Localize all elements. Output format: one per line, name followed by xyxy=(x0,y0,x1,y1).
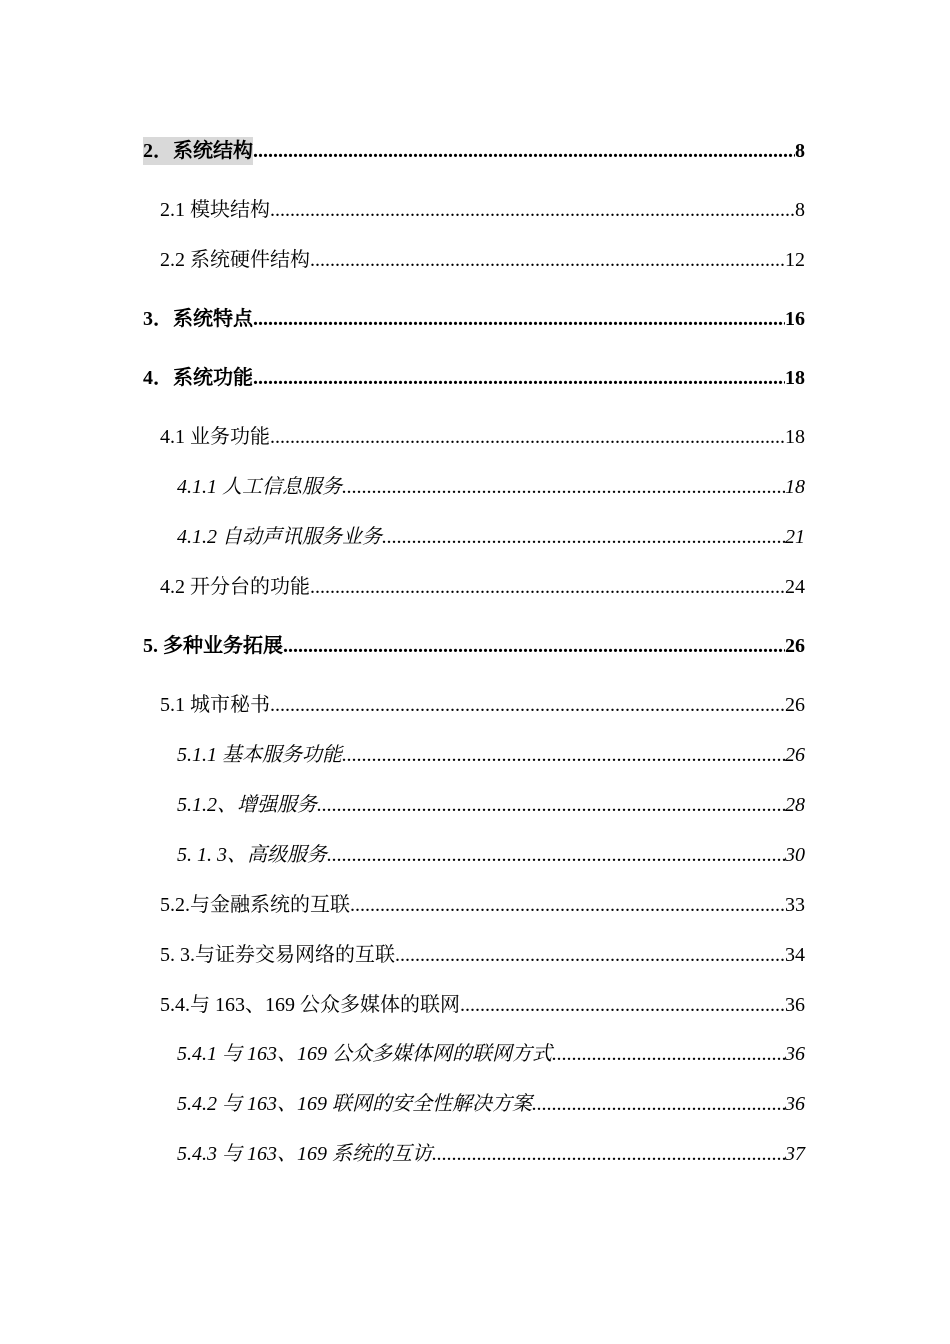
toc-entry-page-number: 24 xyxy=(785,576,805,598)
toc-entry-page-number: 36 xyxy=(785,994,805,1016)
toc-entry-page-number: 26 xyxy=(785,694,805,716)
toc-entry-label: 5. 3.与证券交易网络的互联 xyxy=(160,944,395,966)
toc-entry-4-2[interactable] xyxy=(160,573,805,601)
toc-entry-5-1-1[interactable] xyxy=(177,741,805,769)
toc-entry-5-1-3[interactable] xyxy=(177,841,805,869)
toc-entry-label: 2．系统结构 xyxy=(143,137,253,165)
toc-dot-leader xyxy=(532,1090,785,1118)
toc-entry-label: 5.1.2、增强服务 xyxy=(177,794,317,816)
toc-entry-4[interactable] xyxy=(143,364,805,392)
toc-dot-leader xyxy=(552,1040,785,1068)
toc-entry-page-number: 26 xyxy=(785,744,805,766)
toc-dot-leader xyxy=(270,196,795,224)
toc-entry-page-number: 26 xyxy=(785,635,805,657)
toc-entry-label: 2.1 模块结构 xyxy=(160,199,270,221)
toc-entry-label: 5.4.2 与 163、169 联网的安全性解决方案 xyxy=(177,1093,532,1115)
toc-entry-5-3[interactable] xyxy=(160,941,805,969)
toc-entry-page-number: 18 xyxy=(785,476,805,498)
toc-dot-leader xyxy=(310,573,785,601)
toc-dot-leader xyxy=(253,305,785,333)
toc-entry-page-number: 18 xyxy=(785,426,805,448)
toc-entry-5-1-2[interactable] xyxy=(177,791,805,819)
toc-dot-leader xyxy=(253,137,795,165)
toc-dot-leader xyxy=(432,1140,785,1168)
toc-entry-3[interactable] xyxy=(143,305,805,333)
toc-dot-leader xyxy=(253,364,785,392)
toc-dot-leader xyxy=(310,246,785,274)
toc-entry-label: 4.1.2 自动声讯服务业务 xyxy=(177,526,382,548)
toc-entry-page-number: 37 xyxy=(785,1143,805,1165)
toc-entry-page-number: 8 xyxy=(795,199,805,221)
toc-entry-2[interactable] xyxy=(143,137,805,165)
toc-entry-5-4-1[interactable] xyxy=(177,1040,805,1068)
toc-entry-label: 5.4.与 163、169 公众多媒体的联网 xyxy=(160,994,460,1016)
toc-dot-leader xyxy=(342,741,785,769)
toc-entry-page-number: 33 xyxy=(785,894,805,916)
toc-entry-label: 5. 多种业务拓展 xyxy=(143,635,283,657)
toc-entry-label: 4．系统功能 xyxy=(143,367,253,389)
toc-entry-4-1-1[interactable] xyxy=(177,473,805,501)
toc-entry-page-number: 18 xyxy=(785,367,805,389)
toc-dot-leader xyxy=(382,523,785,551)
toc-dot-leader xyxy=(460,991,785,1019)
toc-entry-page-number: 36 xyxy=(785,1093,805,1115)
toc-dot-leader xyxy=(350,891,785,919)
toc-dot-leader xyxy=(270,423,785,451)
toc-entry-label: 4.1 业务功能 xyxy=(160,426,270,448)
toc-entry-label: 5.4.1 与 163、169 公众多媒体网的联网方式 xyxy=(177,1043,552,1065)
toc-entry-label: 5.2.与金融系统的互联 xyxy=(160,894,350,916)
toc-entry-page-number: 36 xyxy=(785,1043,805,1065)
toc-entry-page-number: 8 xyxy=(795,140,805,162)
toc-entry-page-number: 34 xyxy=(785,944,805,966)
toc-entry-label: 5.1.1 基本服务功能 xyxy=(177,744,342,766)
toc-entry-label: 5.1 城市秘书 xyxy=(160,694,270,716)
toc-entry-5-4-2[interactable] xyxy=(177,1090,805,1118)
toc-entry-label: 2.2 系统硬件结构 xyxy=(160,249,310,271)
toc-entry-4-1-2[interactable] xyxy=(177,523,805,551)
toc-entry-label: 4.2 开分台的功能 xyxy=(160,576,310,598)
toc-entry-page-number: 12 xyxy=(785,249,805,271)
toc-entry-label: 5.4.3 与 163、169 系统的互访 xyxy=(177,1143,432,1165)
toc-entry-5[interactable] xyxy=(143,632,805,660)
toc-entry-page-number: 28 xyxy=(785,794,805,816)
toc-entry-5-4[interactable] xyxy=(160,991,805,1019)
toc-dot-leader xyxy=(327,841,785,869)
toc-dot-leader xyxy=(317,791,785,819)
toc-entry-5-2[interactable] xyxy=(160,891,805,919)
toc-dot-leader xyxy=(270,691,785,719)
toc-entry-5-1[interactable] xyxy=(160,691,805,719)
toc-entry-2-2[interactable] xyxy=(160,246,805,274)
toc-entry-label: 5. 1. 3、高级服务 xyxy=(177,844,327,866)
toc-entry-label: 4.1.1 人工信息服务 xyxy=(177,476,342,498)
toc-entry-page-number: 21 xyxy=(785,526,805,548)
toc-entry-2-1[interactable] xyxy=(160,196,805,224)
toc-entry-4-1[interactable] xyxy=(160,423,805,451)
toc-dot-leader xyxy=(342,473,785,501)
toc-dot-leader xyxy=(395,941,785,969)
toc-entry-page-number: 16 xyxy=(785,308,805,330)
toc-entry-label: 3．系统特点 xyxy=(143,308,253,330)
toc-entry-5-4-3[interactable] xyxy=(177,1140,805,1168)
toc-dot-leader xyxy=(283,632,785,660)
toc-entry-page-number: 30 xyxy=(785,844,805,866)
